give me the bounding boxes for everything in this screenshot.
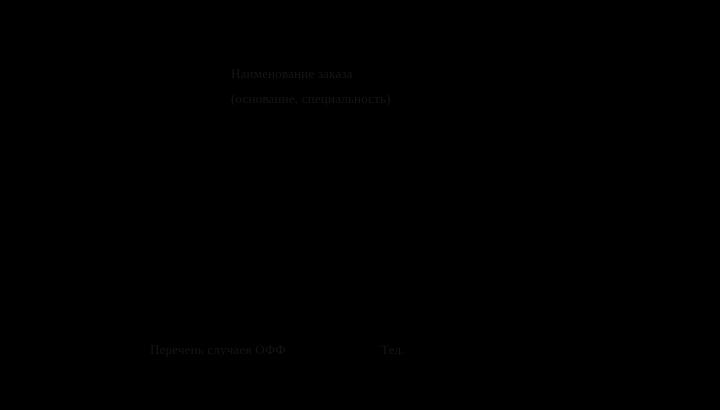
footer-label-left: Перечень случаев ОФФ <box>150 342 286 357</box>
footer-label-right: Тел. <box>381 342 405 357</box>
heading-line-2: (основание, специальность) <box>231 91 391 106</box>
heading-line-1: Наименование заказа <box>231 66 353 81</box>
